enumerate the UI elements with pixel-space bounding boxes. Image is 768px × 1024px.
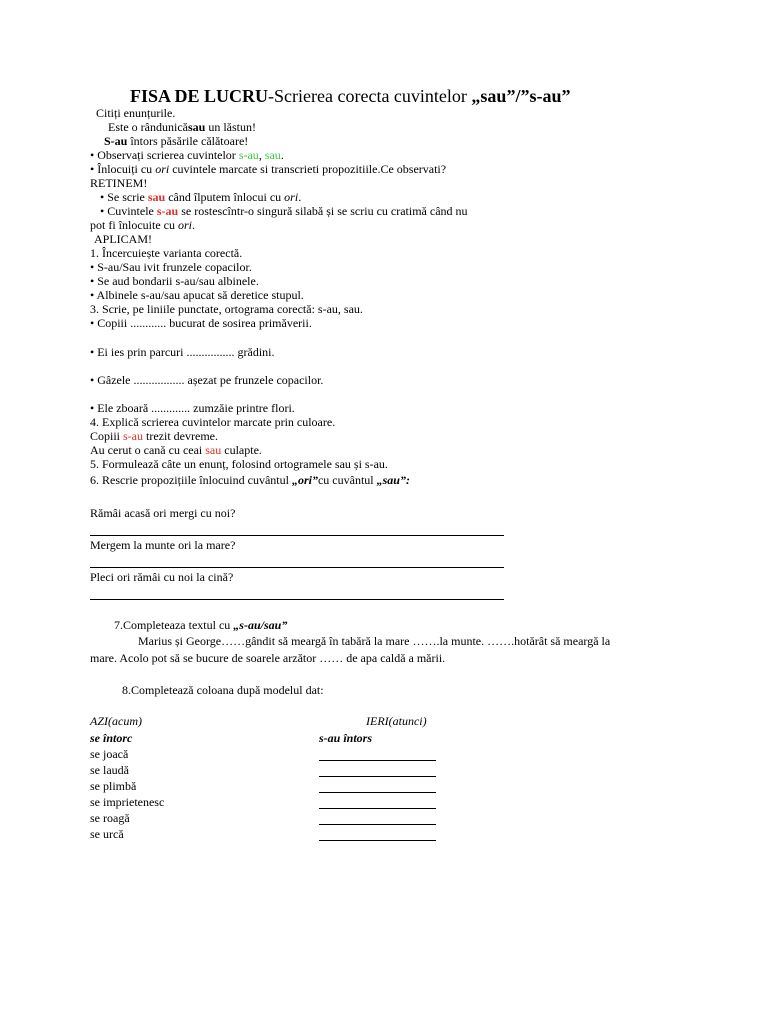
exercise-6-a: 6. Rescrie propozițiile înlocuind cuvântul	[90, 473, 292, 487]
exercise-7-text-line-1: Marius și George……gândit să meargă în tabără la mare …….la munte. …….hotărât să meargă la	[138, 634, 611, 648]
exercise-7-title	[114, 618, 287, 632]
exercise-4-line-1-a: Copiii	[90, 429, 124, 443]
answer-line[interactable]	[319, 840, 436, 841]
exercise-3-item: • Ei ies prin parcuri ................ grădini.	[90, 345, 275, 359]
verb-item: se plimbă	[90, 779, 137, 793]
retinem-rule-1-sau: sau	[147, 190, 166, 204]
retinem-rule-1-ori: ori	[284, 190, 299, 204]
answer-line[interactable]	[90, 535, 504, 536]
page-title	[130, 86, 570, 106]
retinem-rule-1-b: când îlputem înlocui cu	[165, 190, 285, 204]
exercise-6-b: cu cuvântul	[317, 473, 377, 487]
intro-observe-s-au: s-au	[238, 148, 259, 162]
exercise-4-sau: sau	[205, 443, 222, 457]
verb-item: se imprietenesc	[90, 795, 165, 809]
retinem-rule-1-c: .	[298, 190, 302, 204]
answer-line[interactable]	[90, 599, 504, 600]
exercise-1-title: 1. Încercuiește varianta corectă.	[90, 246, 243, 260]
exercise-5-title: 5. Formulează câte un enunț, folosind ortogramele sau și s-au.	[90, 457, 388, 471]
exercise-4-line-1-b: trezit devreme.	[143, 429, 218, 443]
retinem-rule-2-c: pot fi înlocuite cu	[90, 218, 178, 232]
exercise-6-sentence: Mergem la munte ori la mare?	[90, 538, 236, 552]
intro-observe	[90, 148, 284, 162]
answer-line[interactable]	[319, 776, 436, 777]
intro-observe-end: .	[280, 148, 284, 162]
exercise-6-ori: „ori”	[291, 473, 318, 487]
title-part3: „sau”/”s-au”	[471, 86, 571, 106]
exercise-8-title: 8.Completează coloana după modelul dat:	[122, 683, 324, 697]
exercise-6-sau: „sau”:	[376, 473, 410, 487]
intro-replace	[90, 162, 446, 176]
exercise-4-line-2-b: culapte.	[221, 443, 262, 457]
exercise-6-sentence: Rămâi acasă ori mergi cu noi?	[90, 506, 236, 520]
verb-item: se urcă	[90, 827, 124, 841]
retinem-rule-2	[100, 204, 468, 218]
column-header-azi: AZI(acum)	[90, 714, 142, 728]
intro-instruction: Citiți enunțurile.	[96, 106, 176, 120]
intro-observe-comma: ,	[258, 148, 265, 162]
retinem-rule-2-cont	[90, 218, 195, 232]
intro-replace-a: • Înlocuiți cu	[90, 162, 156, 176]
retinem-rule-2-s-au: s-au	[156, 204, 179, 218]
exercise-1-item: • Se aud bondarii s-au/sau albinele.	[90, 274, 259, 288]
title-part1: FISA DE LUCRU	[130, 86, 269, 106]
model-azi: se întorc	[90, 731, 133, 745]
exercise-7-title-b: „s-au/sau”	[233, 618, 288, 632]
column-header-ieri: IERI(atunci)	[366, 714, 427, 728]
aplicam-heading: APLICAM!	[94, 232, 153, 246]
exercise-7-text-line-2: mare. Acolo pot să se bucure de soarele arzător …… de apa caldă a mării.	[90, 651, 446, 665]
intro-replace-b: cuvintele marcate si transcrieti propozitiile.Ce observati?	[169, 162, 447, 176]
exercise-4-line-1	[90, 429, 218, 443]
verb-item: se laudă	[90, 763, 129, 777]
exercise-1-item: • Albinele s-au/sau apucat să deretice stupul.	[90, 288, 304, 302]
answer-line[interactable]	[319, 824, 436, 825]
answer-line[interactable]	[90, 567, 504, 568]
retinem-rule-2-ori: ori	[177, 218, 192, 232]
exercise-4-line-2-a: Au cerut o cană cu ceai	[90, 443, 206, 457]
intro-example-1-sau: sau	[187, 120, 206, 134]
intro-example-1-c: un lăstun!	[205, 120, 256, 134]
intro-observe-sau: sau	[264, 148, 281, 162]
intro-example-2-b: întors păsările călătoare!	[127, 134, 249, 148]
answer-line[interactable]	[319, 808, 436, 809]
title-part2: -Scrierea corecta cuvintelor	[268, 86, 472, 106]
retinem-rule-2-b: se rostescîntr-o singură silabă și se scriu cu cratimă când nu	[178, 204, 468, 218]
verb-item: se joacă	[90, 747, 129, 761]
exercise-1-item: • S-au/Sau ivit frunzele copacilor.	[90, 260, 252, 274]
retinem-rule-1-a: • Se scrie	[100, 190, 148, 204]
exercise-7-title-a: 7.Completeaza textul cu	[114, 618, 234, 632]
exercise-3-item: • Ele zboară ............. zumzăie printre flori.	[90, 401, 295, 415]
exercise-4-line-2	[90, 443, 262, 457]
exercise-6-title	[90, 473, 410, 487]
answer-line[interactable]	[319, 792, 436, 793]
intro-example-1	[108, 120, 256, 134]
exercise-4-title: 4. Explică scrierea cuvintelor marcate prin culoare.	[90, 415, 336, 429]
verb-item: se roagă	[90, 811, 130, 825]
retinem-rule-2-a: • Cuvintele	[100, 204, 157, 218]
intro-replace-ori: ori	[155, 162, 170, 176]
intro-example-1-a: Este o rândunică	[108, 120, 188, 134]
intro-observe-a: • Observați scrierea cuvintelor	[90, 148, 239, 162]
retinem-heading: RETINEM!	[90, 176, 148, 190]
retinem-rule-1	[100, 190, 301, 204]
answer-line[interactable]	[319, 760, 436, 761]
exercise-3-title: 3. Scrie, pe liniile punctate, ortograma corectă: s-au, sau.	[90, 302, 363, 316]
exercise-3-item: • Copiii ............ bucurat de sosirea primăverii.	[90, 316, 312, 330]
retinem-rule-2-d: .	[192, 218, 195, 232]
intro-example-2-sau: S-au	[104, 134, 128, 148]
intro-example-2	[104, 134, 248, 148]
exercise-4-s-au: s-au	[123, 429, 144, 443]
exercise-6-sentence: Pleci ori rămâi cu noi la cină?	[90, 570, 234, 584]
model-ieri: s-au întors	[319, 731, 373, 745]
exercise-3-item: • Gâzele ................. așezat pe frunzele copacilor.	[90, 373, 324, 387]
